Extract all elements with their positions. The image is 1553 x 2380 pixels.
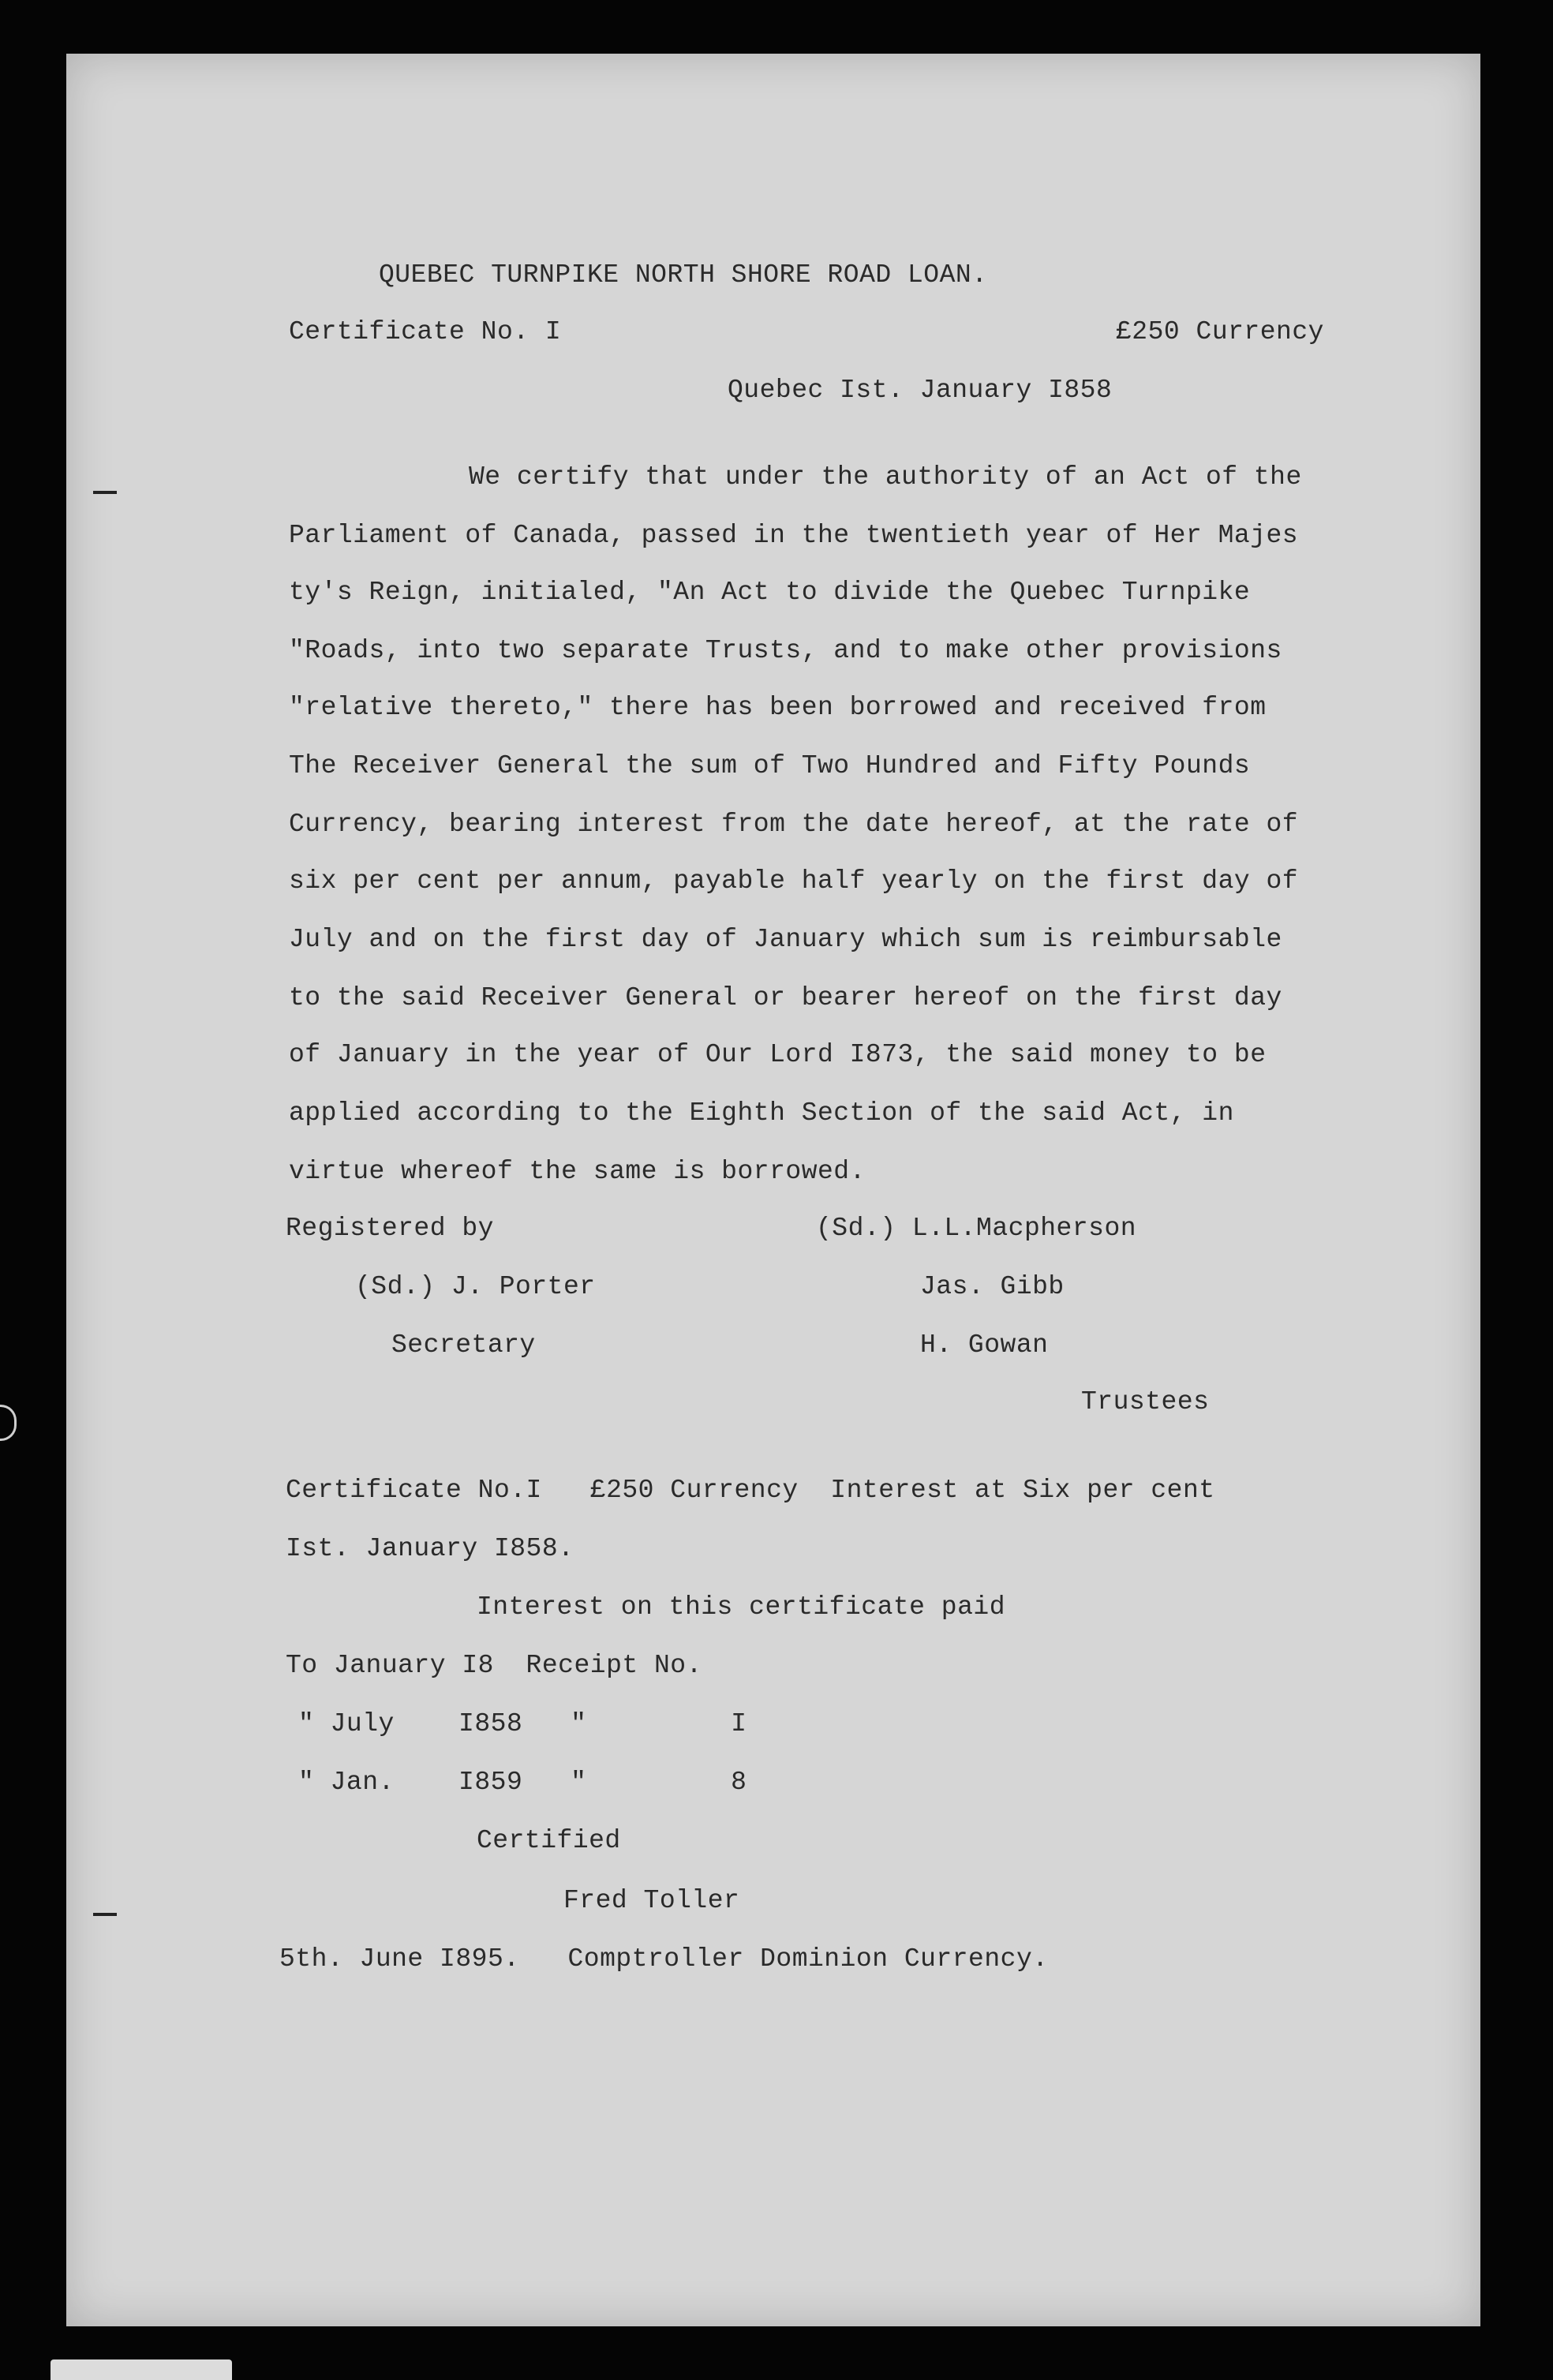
- comptroller-line: 5th. June I895. Comptroller Dominion Currency.: [279, 1944, 1049, 1974]
- certificate-amount: £250 Currency: [1116, 317, 1324, 346]
- body-line: July and on the first day of January which sum is reimbursable: [289, 925, 1282, 954]
- signature-gowan: H. Gowan: [920, 1330, 1049, 1360]
- body-line: applied according to the Eighth Section of the said Act, in: [289, 1098, 1234, 1128]
- certificate-number: Certificate No. I: [289, 317, 562, 346]
- document-page: [66, 54, 1480, 2326]
- body-line: of January in the year of Our Lord I873, the said money to be: [289, 1040, 1267, 1069]
- margin-mark: [93, 1913, 117, 1916]
- body-line: to the said Receiver General or bearer hereof on the first day: [289, 983, 1282, 1012]
- interest-row: " Jan. I859 " 8: [298, 1768, 747, 1797]
- certificate-date: Quebec Ist. January I858: [728, 376, 1113, 405]
- interest-heading: Interest on this certificate paid: [477, 1592, 1006, 1622]
- body-line: "Roads, into two separate Trusts, and to make other provisions: [289, 636, 1282, 665]
- secretary-title: Secretary: [391, 1330, 536, 1360]
- signature-porter: (Sd.) J. Porter: [355, 1272, 596, 1301]
- body-line: Parliament of Canada, passed in the twentieth year of Her Majes: [289, 521, 1299, 550]
- body-line: ty's Reign, initialed, "An Act to divide the Quebec Turnpike: [289, 578, 1251, 607]
- interest-table-header: To January I8 Receipt No.: [286, 1651, 702, 1680]
- document-title: QUEBEC TURNPIKE NORTH SHORE ROAD LOAN.: [379, 260, 988, 290]
- summary-date: Ist. January I858.: [286, 1534, 574, 1563]
- body-line: Currency, bearing interest from the date hereof, at the rate of: [289, 810, 1299, 839]
- bottom-tab: [51, 2359, 232, 2380]
- trustees-title: Trustees: [1081, 1387, 1210, 1416]
- registered-by: Registered by: [286, 1214, 494, 1243]
- body-line: six per cent per annum, payable half yearly on the first day of: [289, 866, 1299, 896]
- signature-toller: Fred Toller: [563, 1886, 740, 1915]
- body-line: virtue whereof the same is borrowed.: [289, 1157, 866, 1186]
- body-line: The Receiver General the sum of Two Hundred and Fifty Pounds: [289, 751, 1251, 780]
- body-line: We certify that under the authority of an Act of the: [469, 462, 1302, 492]
- certified-label: Certified: [477, 1826, 621, 1855]
- interest-row: " July I858 " I: [298, 1709, 747, 1738]
- signature-macpherson: (Sd.) L.L.Macpherson: [816, 1214, 1137, 1243]
- body-line: "relative thereto," there has been borrowed and received from: [289, 693, 1267, 722]
- margin-mark: [93, 491, 117, 494]
- signature-gibb: Jas. Gibb: [920, 1272, 1065, 1301]
- certificate-summary: Certificate No.I £250 Currency Interest at Six per cent: [286, 1476, 1215, 1505]
- edge-mark: [0, 1405, 17, 1441]
